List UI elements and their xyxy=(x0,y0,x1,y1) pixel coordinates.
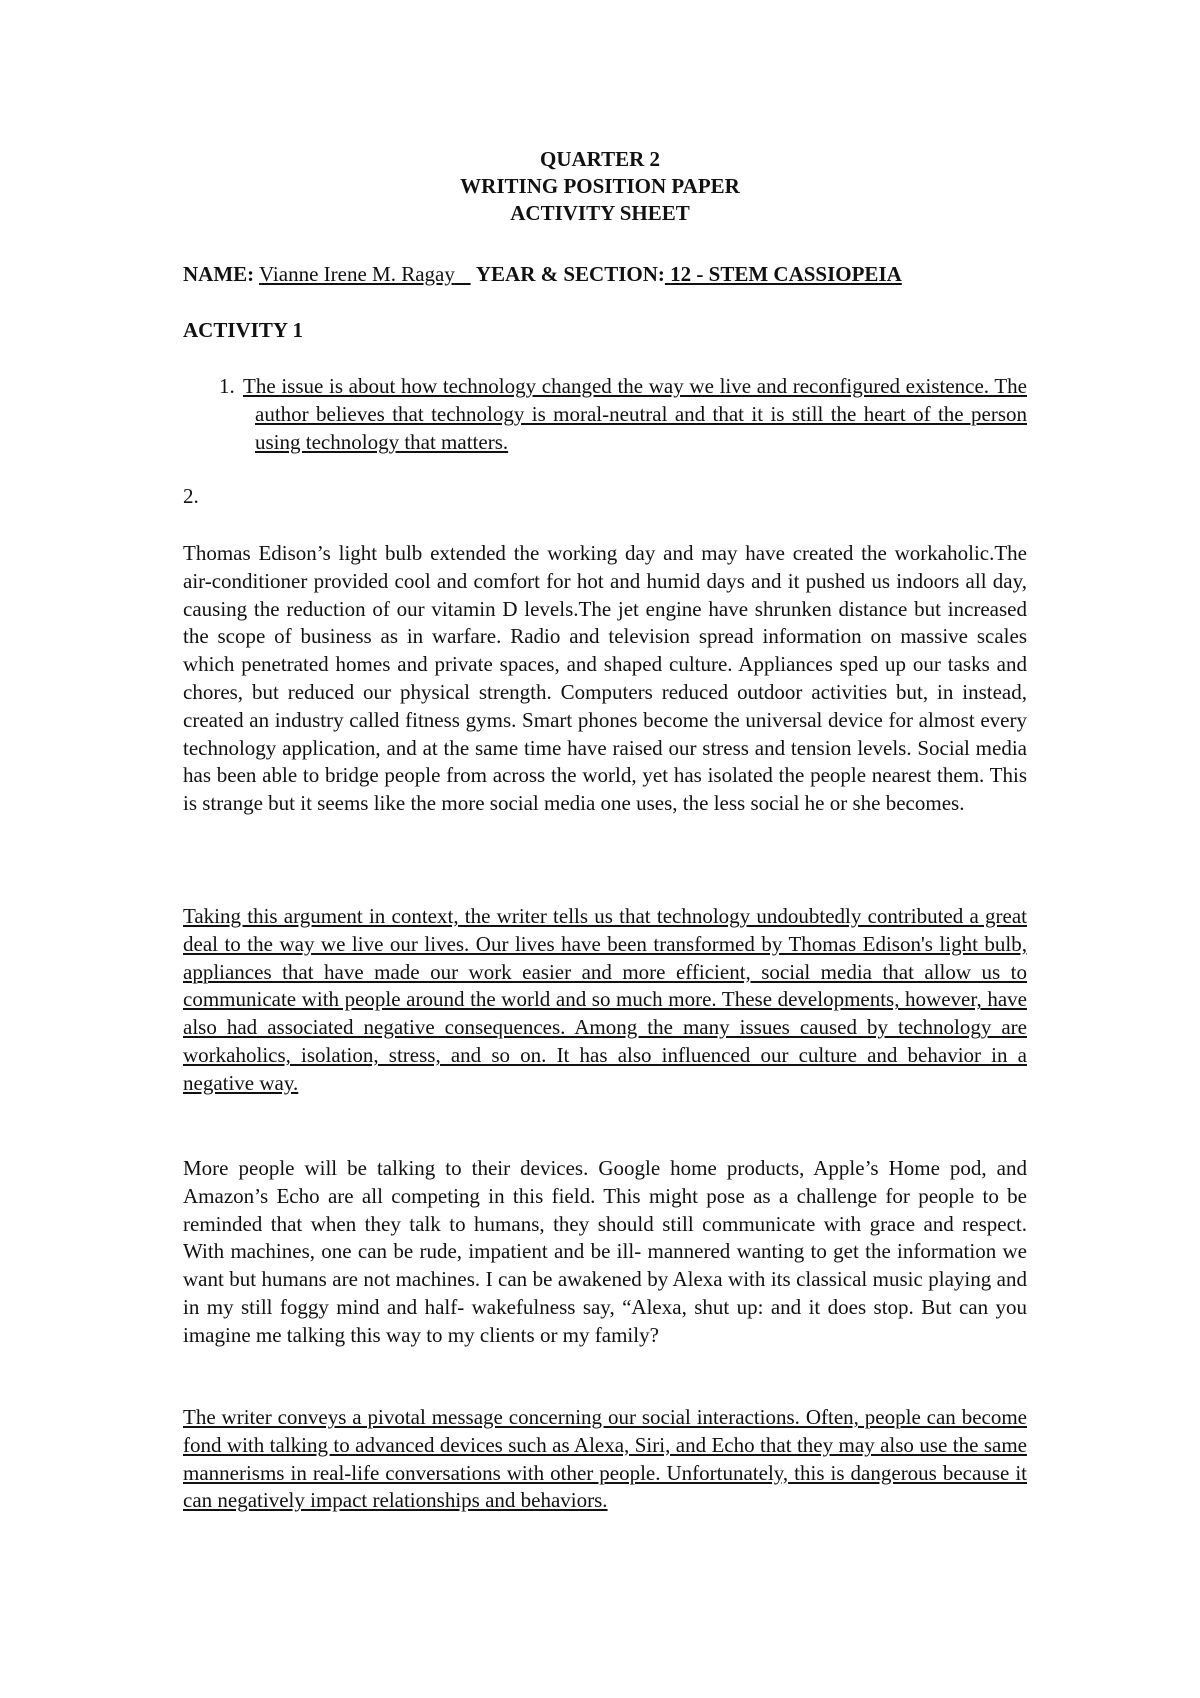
name-label: NAME: xyxy=(183,262,255,286)
student-section-value: 12 - STEM CASSIOPEIA xyxy=(670,262,902,286)
activity-heading: ACTIVITY 1 xyxy=(183,318,303,342)
student-section xyxy=(665,262,902,286)
list-item-1 xyxy=(219,372,1027,456)
student-info-line xyxy=(183,262,902,287)
sheet-type-heading: ACTIVITY SHEET xyxy=(510,201,690,225)
quarter-heading: QUARTER 2 xyxy=(539,147,661,171)
paragraph-technology-effects: Thomas Edison’s light bulb extended the working day and may have created the workaholic.The air-conditioner provided cool and comfort for hot and humid days and it pushed us indoors all day, causing the reduction of our vitamin D levels.The jet engine have shrunken distance but increased the scope of business as in warfare. Radio and television spread information on massive scales which penetrated homes and private spaces, and shaped culture. Appliances sped up our tasks and chores, but reduced our physical strength. Computers reduced outdoor activities but, in instead, created an industry called fitness gyms. Smart phones become the universal device for almost every technology application, and at the same time have raised our stress and tension levels. Social media has been able to bridge people from across the world, yet has isolated the people nearest them. This is strange but it seems like the more social media one uses, the less social he or she becomes. xyxy=(183,541,1027,816)
section-label: YEAR & SECTION: xyxy=(475,262,665,286)
paragraph-devices-conversation: More people will be talking to their devices. Google home products, Apple’s Home pod, and Amazon’s Echo are all competing in this field. This might pose as a challenge for people to be reminded that when they talk to humans, they should still communicate with grace and respect. With machines, one can be rude, impatient and be ill- mannered wanting to get the information we want but humans are not machines. I can be awakened by Alexa with its classical music playing and in my still foggy mind and half- wakefulness say, “Alexa, shut up: and it does stop. But can you imagine me talking this way to my clients or my family? xyxy=(183,1156,1027,1347)
list-item-1-text: The issue is about how technology changed the way we live and reconfigured existence. The author believes that technology is moral-neutral and that it is still the heart of the person using technology that matters. xyxy=(243,374,1027,454)
document-title xyxy=(0,146,1200,227)
paragraph-argument-analysis: Taking this argument in context, the writer tells us that technology undoubtedly contributed a great deal to the way we live our lives. Our lives have been transformed by Thomas Edison's light bulb, appliances that have made our work easier and more efficient, social media that allow us to communicate with people around the world and so much more. These developments, however, have also had associated negative consequences. Among the many issues caused by technology are workaholics, isolation, stress, and so on. It has also influenced our culture and behavior in a negative way. xyxy=(183,904,1027,1095)
list-item-1-number: 1. xyxy=(219,374,235,398)
paragraph-social-interactions: The writer conveys a pivotal message concerning our social interactions. Often, people can become fond with talking to advanced devices such as Alexa, Siri, and Echo that they may also use the same mannerisms in real-life conversations with other people. Unfortunately, this is dangerous because it can negatively impact relationships and behaviors. xyxy=(183,1405,1027,1513)
paper-type-heading: WRITING POSITION PAPER xyxy=(460,174,740,198)
list-item-2-number: 2. xyxy=(183,484,199,508)
student-name: Vianne Irene M. Ragay xyxy=(259,262,455,286)
